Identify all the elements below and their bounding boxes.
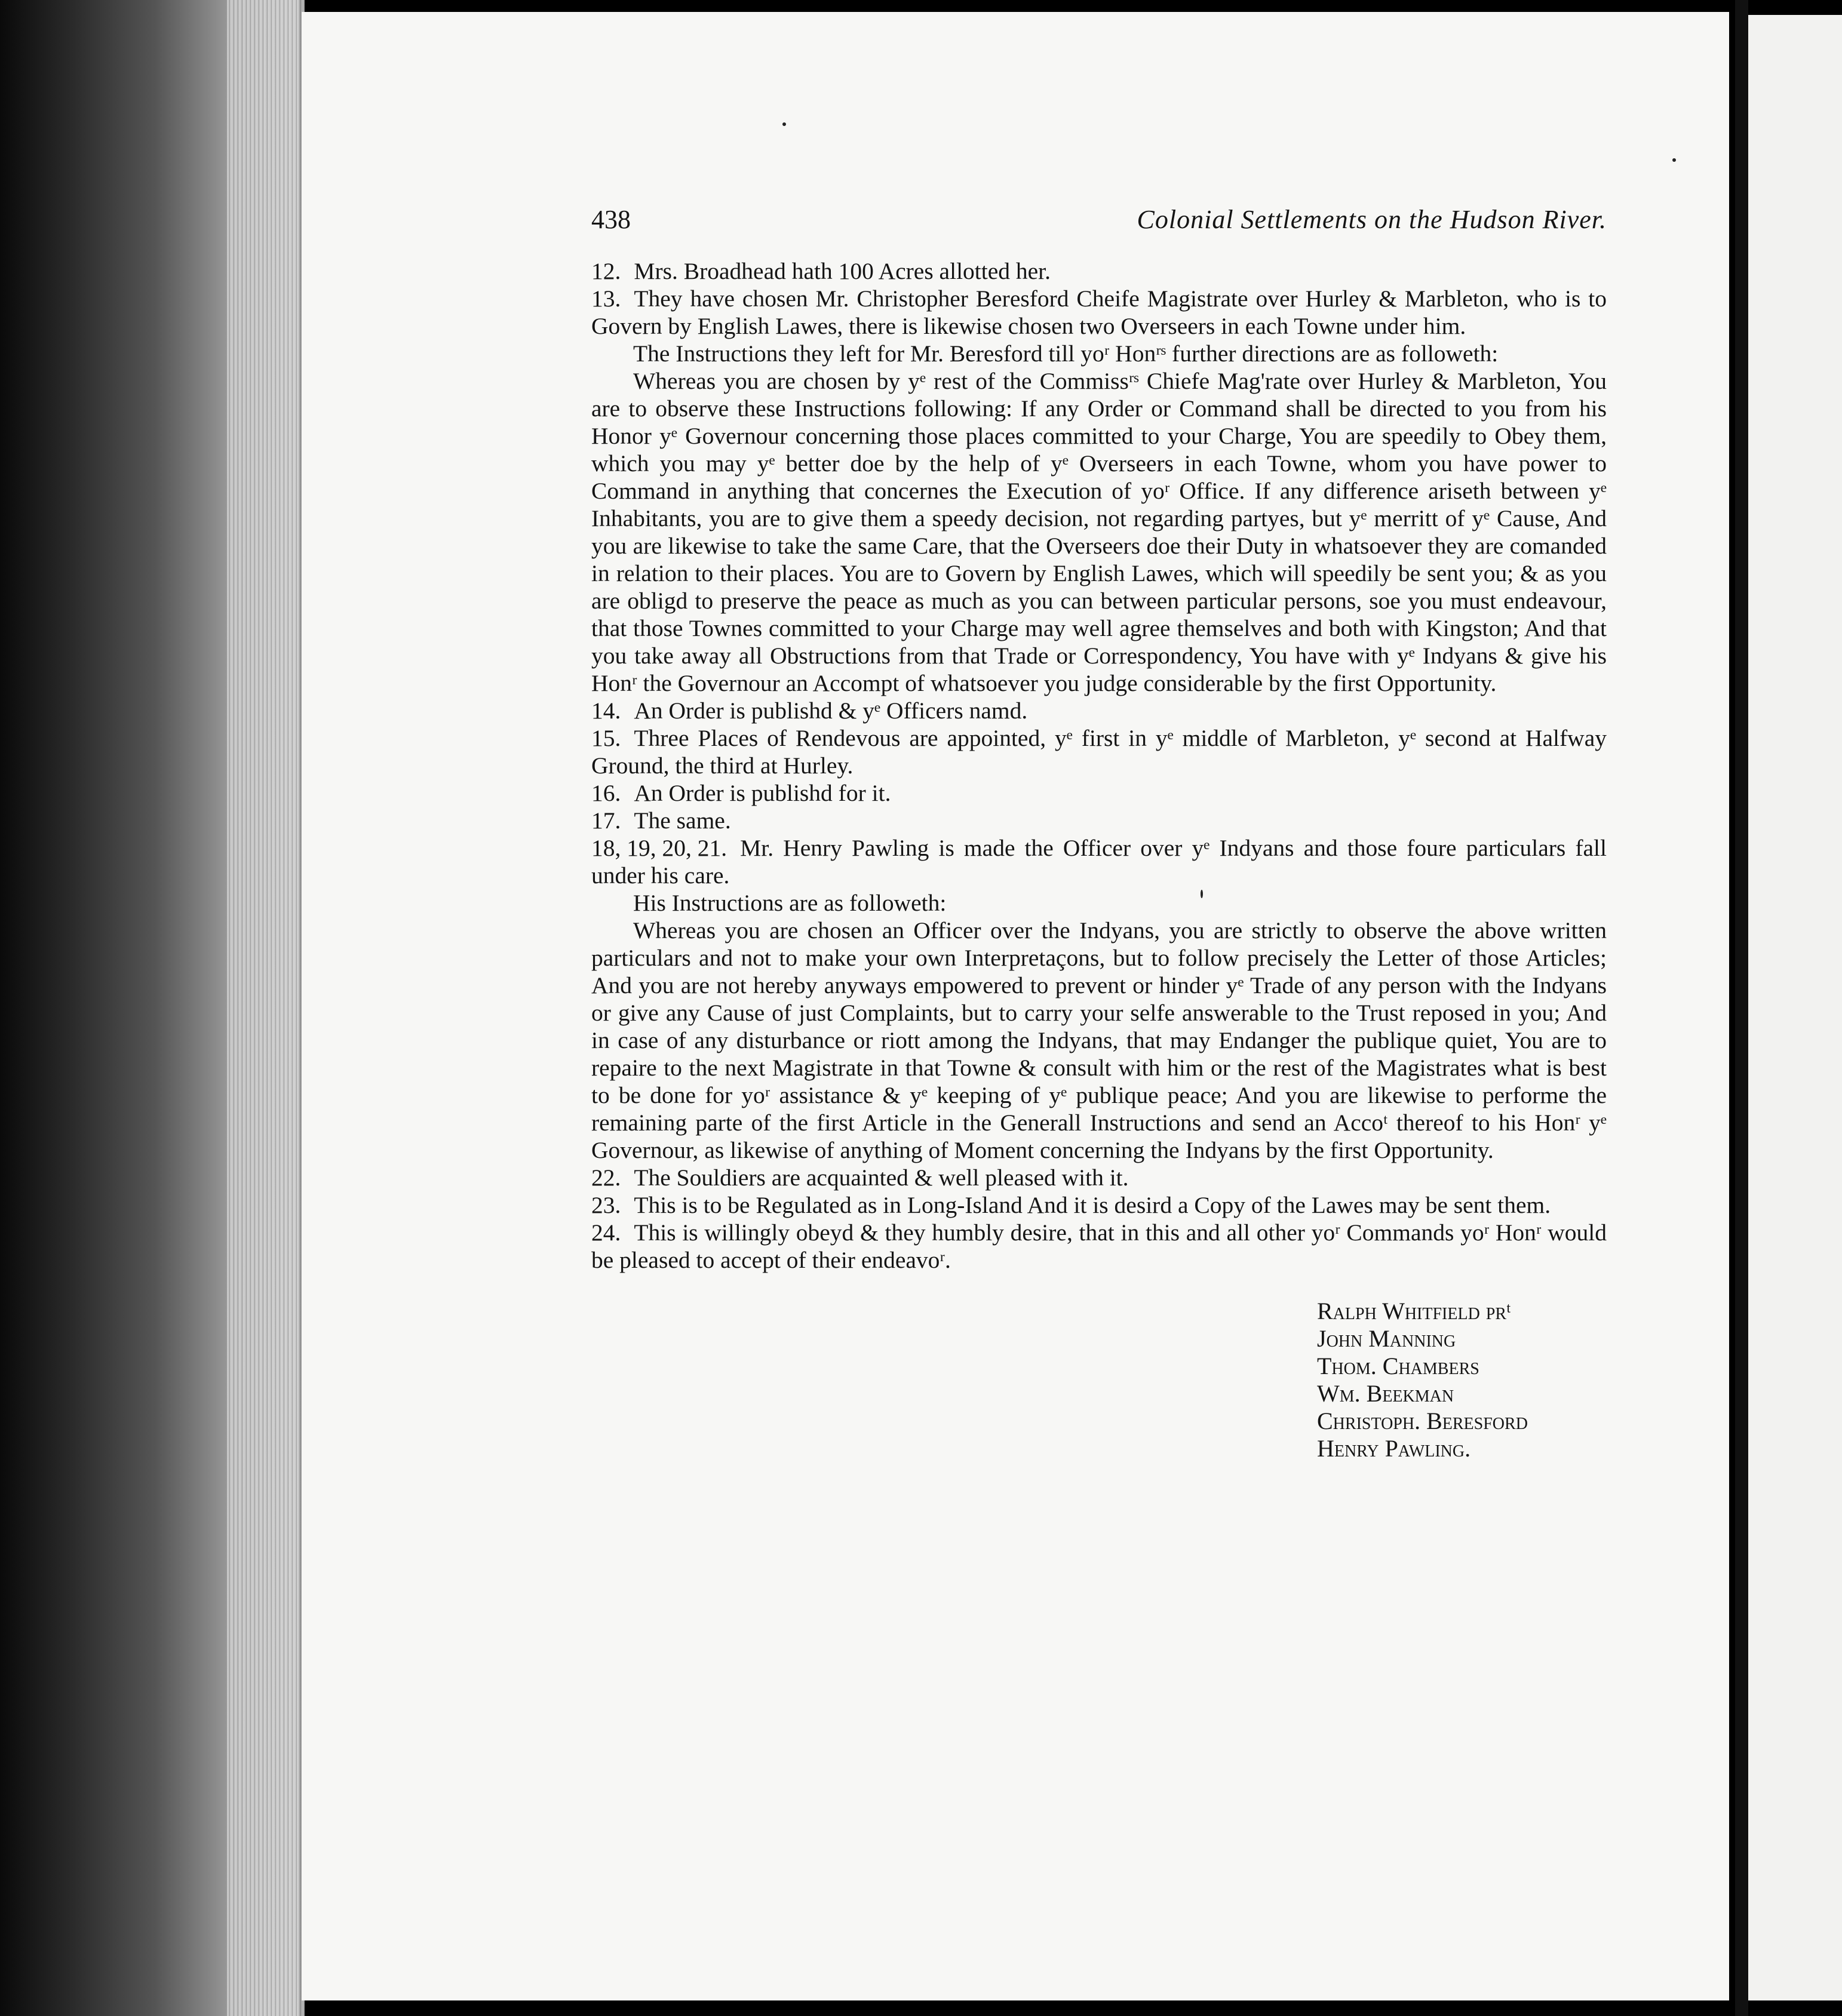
list-item: 23. This is to be Regulated as in Long-Island And it is desird a Copy of the Lawes may be sent them. bbox=[591, 1192, 1551, 1218]
signatory-name: Christoph. Beresford bbox=[1317, 1407, 1528, 1434]
list-item: 24. This is willingly obeyd & they humbly desire, that in this and all other yoʳ Commands yoʳ Honʳ would be pleased to accept of their endeavoʳ. bbox=[591, 1219, 1607, 1273]
paragraph: Whereas you are chosen an Officer over the Indyans, you are strictly to observe the above written particulars and not to make your own Interpretaçons, but to follow precisely the Letter of those Articles; And you are not hereby anyways empowered to prevent or hinder yᵉ Trade of any person with the Indyans or give any Cause of just Complaints, but to carry your selfe answerable to the Trust reposed in you; And in case of any disturbance or riott among the Indyans, that may Endanger the publique quiet, You are to repaire to the next Magistrate in that Towne & consult with him or the rest of the Magistrates what is best to be done for yoʳ assistance & yᵉ keeping of yᵉ publique peace; And you are likewise to performe the remaining parte of the first Article in the Generall Instructions and send an Accoᵗ thereof to his Honʳ yᵉ Governour, as likewise of anything of Moment concerning the Indyans by the first Opportunity. bbox=[591, 917, 1607, 1163]
signatory-name: John Manning bbox=[1317, 1325, 1456, 1352]
paragraph: Whereas you are chosen by yᵉ rest of the Commissʳˢ Chiefe Mag'rate over Hurley & Marbleton, You are to observe these Instructions following: If any Order or Command shall be directed to you from his Honor yᵉ Governour concerning those places committed to your Charge, You are speedily to Obey them, which you may yᵉ better doe by the help of yᵉ Overseers in each Towne, whom you have power to Command in anything that concernes the Execution of yoʳ Office. If any difference ariseth between yᵉ Inhabitants, you are to give them a speedy decision, not regarding partyes, but yᵉ merritt of yᵉ Cause, And you are likewise to take the same Care, that the Overseers doe their Duty in whatsoever they are comanded in relation to their places. You are to Govern by English Lawes, which will speedily be sent you; & as you are obligd to preserve the peace as much as you can between particular persons, soe you must endeavour, that those Townes committed to your Charge may well agree themselves and both with Kingston; And that you take away all Obstructions from that Trade or Correspondency, You have with yᵉ Indyans & give his Honʳ the Governour an Accompt of whatsoever you judge considerable by the first Opportunity. bbox=[591, 368, 1607, 696]
list-item: 15. Three Places of Rendevous are appointed, yᵉ first in yᵉ middle of Marbleton, yᵉ second at Halfway Ground, the third at Hurley. bbox=[591, 725, 1607, 779]
paragraph: His Instructions are as followeth: bbox=[633, 890, 947, 916]
signatory-name: Henry Pawling. bbox=[1317, 1435, 1471, 1462]
list-item: 16. An Order is publishd for it. bbox=[591, 780, 891, 806]
signatory-name: Wm. Beekman bbox=[1317, 1380, 1454, 1407]
list-item: 13. They have chosen Mr. Christopher Beresford Cheife Magistrate over Hurley & Marbleton, who is to Govern by English Lawes, there is likewise chosen two Overseers in each Towne under him. bbox=[591, 285, 1607, 339]
page-stack-edge bbox=[227, 0, 305, 2016]
signatory-name: Ralph Whitfield prᵗ bbox=[1317, 1298, 1511, 1324]
running-header bbox=[591, 206, 1607, 257]
scan-speck bbox=[1672, 158, 1676, 162]
signatories-block bbox=[1317, 1298, 1607, 1462]
list-item: 12. Mrs. Broadhead hath 100 Acres allotted her. bbox=[591, 258, 1051, 284]
gutter-edge bbox=[1735, 0, 1748, 2016]
paragraph: The Instructions they left for Mr. Beresford till yoʳ Honʳˢ further directions are as followeth: bbox=[633, 340, 1499, 367]
adjacent-page-strip bbox=[1748, 15, 1842, 2000]
list-item: 17. The same. bbox=[591, 807, 731, 834]
running-title: Colonial Settlements on the Hudson River. bbox=[1137, 205, 1607, 234]
signatory-name: Thom. Chambers bbox=[1317, 1353, 1479, 1379]
page-number: 438 bbox=[591, 205, 631, 234]
list-item: 14. An Order is publishd & yᵉ Officers namd. bbox=[591, 697, 1028, 724]
page-text bbox=[591, 206, 1607, 1462]
list-item: 22. The Souldiers are acquainted & well pleased with it. bbox=[591, 1164, 1129, 1191]
scan-speck bbox=[782, 122, 786, 126]
list-item: 18, 19, 20, 21. Mr. Henry Pawling is made the Officer over yᵉ Indyans and those foure particulars fall under his care. bbox=[591, 835, 1607, 889]
